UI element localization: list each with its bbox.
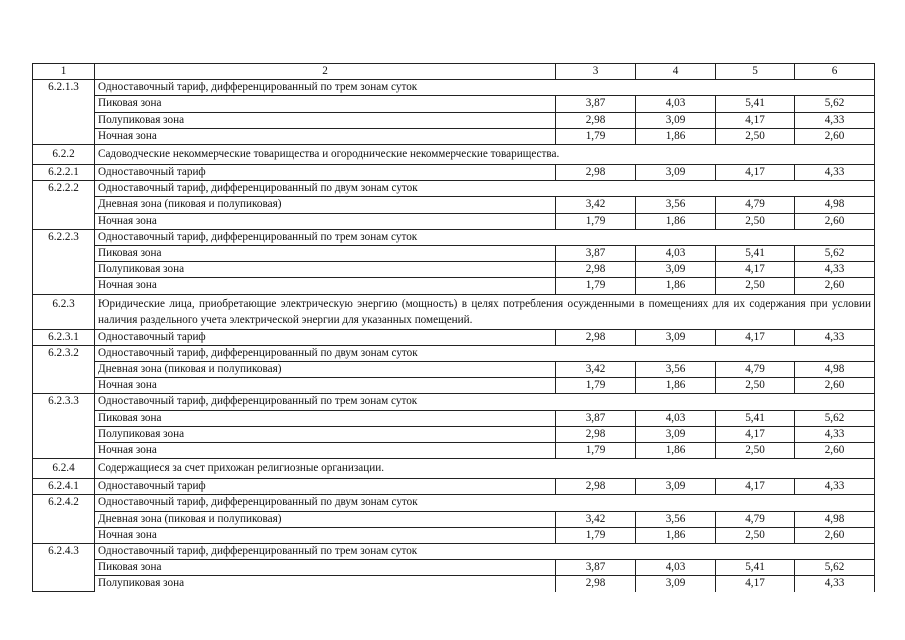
table-row (33, 544, 875, 560)
tariff-value: 2,98 (556, 576, 636, 592)
row-label: Одноставочный тариф, дифференцированный по трем зонам суток (95, 544, 875, 560)
tariff-table-body (33, 64, 875, 592)
tariff-value: 3,87 (556, 410, 636, 426)
header-cell: 4 (636, 64, 716, 80)
row-label: Пиковая зона (95, 96, 556, 112)
tariff-value: 1,79 (556, 128, 636, 144)
tariff-value: 2,60 (795, 378, 875, 394)
row-label: Ночная зона (95, 213, 556, 229)
table-row (33, 410, 875, 426)
tariff-value: 4,98 (795, 362, 875, 378)
table-row (33, 362, 875, 378)
tariff-value: 4,98 (795, 511, 875, 527)
tariff-value: 2,50 (716, 213, 795, 229)
tariff-value: 1,86 (636, 128, 716, 144)
section-row (33, 145, 875, 165)
row-label: Одноставочный тариф (95, 479, 556, 495)
row-label: Ночная зона (95, 527, 556, 543)
tariff-value: 4,17 (716, 576, 795, 592)
tariff-value: 2,98 (556, 479, 636, 495)
table-row (33, 345, 875, 361)
tariff-value: 3,09 (636, 112, 716, 128)
tariff-value: 2,50 (716, 443, 795, 459)
tariff-value: 2,50 (716, 278, 795, 294)
table-row (33, 527, 875, 543)
row-label: Одноставочный тариф, дифференцированный по трем зонам суток (95, 80, 875, 96)
tariff-value: 2,50 (716, 378, 795, 394)
row-label: Пиковая зона (95, 560, 556, 576)
tariff-value: 3,87 (556, 246, 636, 262)
tariff-value: 5,62 (795, 246, 875, 262)
tariff-value: 3,56 (636, 197, 716, 213)
tariff-value: 1,79 (556, 378, 636, 394)
row-label: Одноставочный тариф, дифференцированный по двум зонам суток (95, 181, 875, 197)
row-label: Одноставочный тариф (95, 329, 556, 345)
table-row (33, 394, 875, 410)
row-label: Содержащиеся за счет прихожан религиозные организации. (95, 459, 875, 479)
tariff-value: 2,50 (716, 527, 795, 543)
header-cell: 3 (556, 64, 636, 80)
tariff-value: 4,03 (636, 560, 716, 576)
row-code: 6.2.3.3 (33, 394, 95, 459)
tariff-value: 4,33 (795, 576, 875, 592)
table-row (33, 278, 875, 294)
tariff-value: 2,60 (795, 213, 875, 229)
row-label: Полупиковая зона (95, 262, 556, 278)
table-row (33, 576, 875, 592)
header-cell: 1 (33, 64, 95, 80)
tariff-value: 4,33 (795, 426, 875, 442)
tariff-value: 1,86 (636, 527, 716, 543)
tariff-value: 4,17 (716, 262, 795, 278)
tariff-value: 4,33 (795, 165, 875, 181)
row-label: Одноставочный тариф, дифференцированный по двум зонам суток (95, 495, 875, 511)
header-cell: 5 (716, 64, 795, 80)
row-label: Садоводческие некоммерческие товарищества и огороднические некоммерческие товарищества. (95, 145, 875, 165)
table-row (33, 511, 875, 527)
tariff-value: 4,98 (795, 197, 875, 213)
tariff-value: 4,33 (795, 112, 875, 128)
tariff-value: 3,42 (556, 197, 636, 213)
tariff-value: 4,17 (716, 479, 795, 495)
row-label: Дневная зона (пиковая и полупиковая) (95, 197, 556, 213)
tariff-value: 5,62 (795, 410, 875, 426)
tariff-value: 3,56 (636, 362, 716, 378)
row-label: Полупиковая зона (95, 112, 556, 128)
row-code: 6.2.4.1 (33, 479, 95, 495)
table-row (33, 329, 875, 345)
tariff-value: 4,79 (716, 197, 795, 213)
row-label: Одноставочный тариф (95, 165, 556, 181)
table-row (33, 443, 875, 459)
tariff-value: 3,09 (636, 576, 716, 592)
tariff-value: 2,98 (556, 329, 636, 345)
row-code: 6.2.2 (33, 145, 95, 165)
tariff-value: 2,98 (556, 262, 636, 278)
row-label: Одноставочный тариф, дифференцированный по двум зонам суток (95, 345, 875, 361)
table-row (33, 229, 875, 245)
tariff-value: 3,09 (636, 262, 716, 278)
tariff-value: 3,42 (556, 362, 636, 378)
tariff-value: 4,33 (795, 329, 875, 345)
tariff-value: 4,03 (636, 96, 716, 112)
tariff-value: 4,17 (716, 329, 795, 345)
row-label: Одноставочный тариф, дифференцированный по трем зонам суток (95, 229, 875, 245)
tariff-value: 5,41 (716, 246, 795, 262)
tariff-table (32, 63, 875, 592)
table-row (33, 378, 875, 394)
tariff-value: 1,79 (556, 527, 636, 543)
table-row (33, 112, 875, 128)
header-cell: 6 (795, 64, 875, 80)
row-label: Пиковая зона (95, 246, 556, 262)
tariff-value: 1,79 (556, 278, 636, 294)
row-label: Ночная зона (95, 128, 556, 144)
tariff-value: 1,86 (636, 278, 716, 294)
tariff-value: 2,60 (795, 128, 875, 144)
tariff-value: 4,17 (716, 165, 795, 181)
tariff-value: 2,98 (556, 426, 636, 442)
row-code: 6.2.1.3 (33, 80, 95, 145)
row-code: 6.2.4.3 (33, 544, 95, 592)
tariff-value: 3,42 (556, 511, 636, 527)
table-row (33, 246, 875, 262)
row-label: Ночная зона (95, 443, 556, 459)
header-row (33, 64, 875, 80)
row-code: 6.2.3.2 (33, 345, 95, 394)
row-label: Полупиковая зона (95, 426, 556, 442)
tariff-value: 4,17 (716, 426, 795, 442)
row-code: 6.2.2.3 (33, 229, 95, 294)
tariff-value: 4,79 (716, 511, 795, 527)
tariff-value: 3,56 (636, 511, 716, 527)
tariff-value: 1,86 (636, 443, 716, 459)
row-label: Юридические лица, приобретающие электрическую энергию (мощность) в целях потребления осужденными в помещениях для их содержания при условии наличия раздельного учета электрической энергии для указанных помещений. (95, 294, 875, 329)
tariff-value: 4,33 (795, 262, 875, 278)
table-row (33, 479, 875, 495)
row-code: 6.2.2.1 (33, 165, 95, 181)
tariff-value: 2,60 (795, 443, 875, 459)
row-code: 6.2.4.2 (33, 495, 95, 544)
table-row (33, 165, 875, 181)
section-row (33, 294, 875, 329)
row-label: Одноставочный тариф, дифференцированный по трем зонам суток (95, 394, 875, 410)
row-code: 6.2.3 (33, 294, 95, 329)
row-code: 6.2.3.1 (33, 329, 95, 345)
tariff-value: 5,41 (716, 560, 795, 576)
tariff-value: 2,60 (795, 527, 875, 543)
tariff-value: 5,41 (716, 96, 795, 112)
row-code: 6.2.4 (33, 459, 95, 479)
table-row (33, 181, 875, 197)
tariff-value: 5,62 (795, 96, 875, 112)
tariff-value: 5,62 (795, 560, 875, 576)
tariff-value: 1,86 (636, 213, 716, 229)
header-cell: 2 (95, 64, 556, 80)
tariff-value: 3,87 (556, 96, 636, 112)
tariff-value: 4,03 (636, 410, 716, 426)
row-code: 6.2.2.2 (33, 181, 95, 230)
tariff-value: 2,50 (716, 128, 795, 144)
tariff-value: 3,09 (636, 165, 716, 181)
table-row (33, 96, 875, 112)
tariff-value: 3,09 (636, 426, 716, 442)
table-row (33, 560, 875, 576)
table-row (33, 426, 875, 442)
tariff-value: 1,86 (636, 378, 716, 394)
tariff-value: 3,09 (636, 329, 716, 345)
tariff-value: 1,79 (556, 213, 636, 229)
row-label: Дневная зона (пиковая и полупиковая) (95, 362, 556, 378)
tariff-value: 4,03 (636, 246, 716, 262)
tariff-value: 1,79 (556, 443, 636, 459)
tariff-value: 2,98 (556, 112, 636, 128)
tariff-value: 4,33 (795, 479, 875, 495)
tariff-value: 5,41 (716, 410, 795, 426)
tariff-value: 3,09 (636, 479, 716, 495)
table-row (33, 80, 875, 96)
tariff-value: 4,79 (716, 362, 795, 378)
row-label: Дневная зона (пиковая и полупиковая) (95, 511, 556, 527)
table-row (33, 262, 875, 278)
table-row (33, 495, 875, 511)
table-row (33, 197, 875, 213)
row-label: Ночная зона (95, 378, 556, 394)
tariff-value: 2,60 (795, 278, 875, 294)
row-label: Пиковая зона (95, 410, 556, 426)
tariff-value: 2,98 (556, 165, 636, 181)
table-row (33, 213, 875, 229)
section-row (33, 459, 875, 479)
tariff-value: 4,17 (716, 112, 795, 128)
row-label: Ночная зона (95, 278, 556, 294)
row-label: Полупиковая зона (95, 576, 556, 592)
tariff-value: 3,87 (556, 560, 636, 576)
table-row (33, 128, 875, 144)
